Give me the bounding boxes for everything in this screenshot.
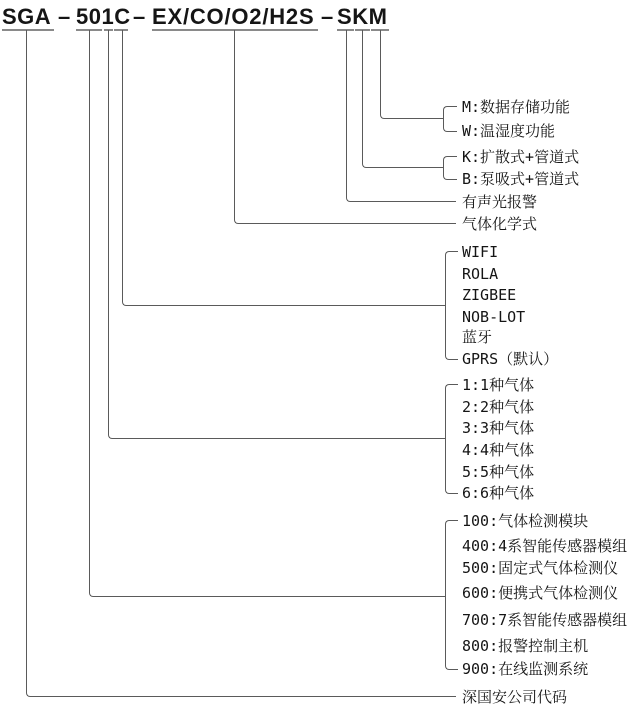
label-storage-m: M:数据存储功能 [462, 98, 571, 116]
label-sampling-b: B:泵吸式+管道式 [462, 170, 580, 188]
bracket-storage [443, 106, 457, 132]
code-dash-2: – [133, 4, 146, 29]
label-gas-count-2: 2:2种气体 [462, 398, 535, 416]
label-series-100: 100:气体检测模块 [462, 512, 589, 530]
label-series-800: 800:报警控制主机 [462, 637, 589, 655]
code-sampling: K [352, 4, 369, 29]
label-gas-count-6: 6:6种气体 [462, 484, 535, 502]
bracket-series [445, 520, 458, 670]
label-series-500: 500:固定式气体检测仪 [462, 559, 619, 577]
label-series-600: 600:便携式气体检测仪 [462, 584, 619, 602]
code-dash-3: – [321, 4, 334, 29]
label-gas-count-5: 5:5种气体 [462, 463, 535, 481]
bracket-gas-count [445, 384, 458, 494]
label-gas-count-3: 3:3种气体 [462, 419, 535, 437]
code-alarm: S [337, 4, 353, 29]
branch-line-company [26, 30, 456, 697]
code-company: SGA [2, 4, 52, 29]
code-dash-1: – [58, 4, 71, 29]
label-series-900: 900:在线监测系统 [462, 660, 589, 678]
label-company-code: 深国安公司代码 [462, 688, 568, 706]
label-comm-zigbee: ZIGBEE [462, 286, 517, 304]
bracket-comm [445, 251, 458, 360]
bracket-sampling [443, 156, 457, 180]
code-skm-group [337, 5, 387, 29]
label-comm-wifi: WIFI [462, 243, 499, 261]
code-series-group [76, 5, 131, 29]
code-series: 50 [76, 4, 102, 29]
label-alarm: 有声光报警 [462, 193, 538, 211]
label-comm-noblot: NOB-LOT [462, 308, 526, 326]
label-formula: 气体化学式 [462, 215, 538, 233]
label-series-400: 400:4系智能传感器模组 [462, 537, 628, 555]
label-sampling-k: K:扩散式+管道式 [462, 148, 580, 166]
label-gas-count-4: 4:4种气体 [462, 441, 535, 459]
label-storage-w: W:温湿度功能 [462, 122, 556, 140]
code-storage: M [368, 4, 388, 29]
code-gas-count: 1 [101, 4, 115, 29]
label-gas-count-1: 1:1种气体 [462, 376, 535, 394]
code-formula: EX/CO/O2/H2S [152, 4, 315, 29]
label-comm-bluetooth: 蓝牙 [462, 328, 493, 346]
label-comm-rola: ROLA [462, 265, 499, 283]
label-series-700: 700:7系智能传感器模组 [462, 611, 628, 629]
label-comm-gprs: GPRS（默认） [462, 350, 559, 368]
code-comm: C [114, 4, 131, 29]
